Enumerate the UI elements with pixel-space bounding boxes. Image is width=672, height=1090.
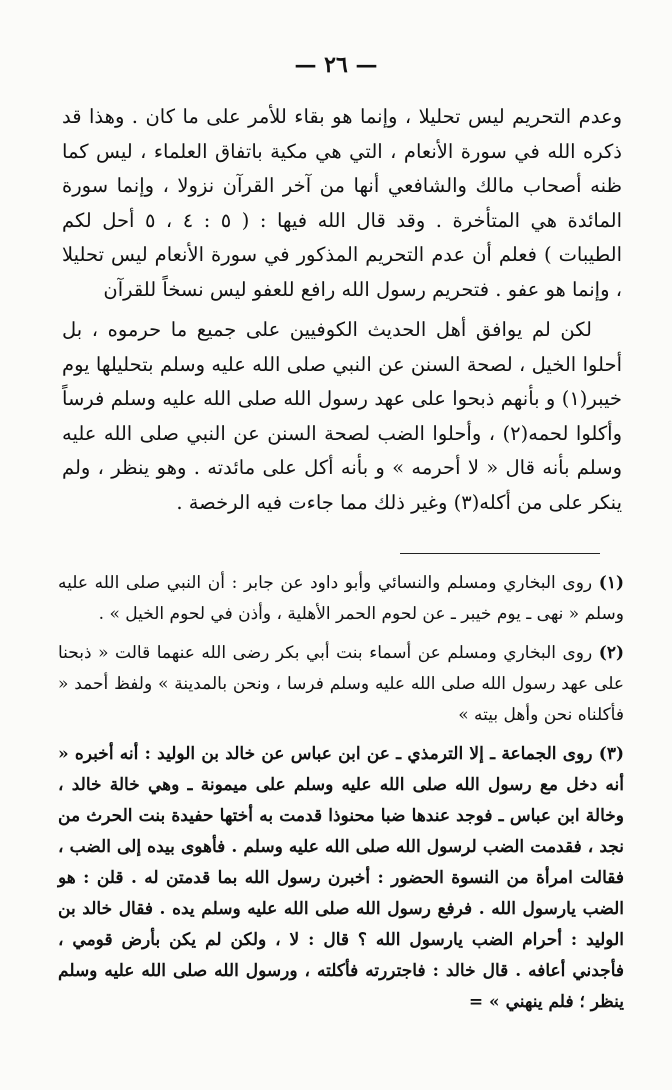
footnote-divider <box>400 553 600 554</box>
footnote-2-text: روى البخاري ومسلم عن أسماء بنت أبي بكر رضى الله عنهما قالت « ذبحنا على عهد رسول الله صلى الله عليه وسلم فرسا ، ونحن بالمدينة » ولفظ أحمد « فأكلناه نحن وأهل بيته » <box>58 643 624 725</box>
footnote-1-text: روى البخاري ومسلم والنسائي وأبو داود عن جابر : أن النبي صلى الله عليه وسلم « نهى ـ يوم خيبر ـ عن لحوم الحمر الأهلية ، وأذن في لحوم الخيل » . <box>58 573 624 624</box>
paragraph-2: لكن لم يوافق أهل الحديث الكوفيين على جميع ما حرموه ، بل أحلوا الخيل ، لصحة السنن عن النبي صلى الله عليه وسلم بتحليلها يوم خيبر(١) و بأنهم ذبحوا على عهد رسول الله صلى الله عليه وسلم فرساً وأكلوا لحمه(٢) ، وأحلوا الضب لصحة السنن عن النبي صلى الله عليه وسلم بأنه قال « لا أحرمه » و بأنه أكل على مائدته . وهو ينظر ، ولم ينكر على من أكله(٣) وغير ذلك مما جاءت فيه الرخصة . <box>62 318 622 514</box>
footnote-3-number: (٣) <box>598 744 624 764</box>
footnote-3-text: روى الجماعة ـ إلا الترمذي ـ عن ابن عباس عن خالد بن الوليد : أنه أخبره « أنه دخل مع رسول الله صلى الله عليه وسلم على ميمونة ـ وهي خالة خالد ، وخالة ابن عباس ـ فوجد عندها ضبا محنوذا قدمت به أختها حفيدة بنت الحرث من نجد ، فقدمت الضب لرسول الله صلى الله عليه وسلم . فأهوى بيده إلى الضب ، فقالت امرأة من النسوة الحضور : أخبرن رسول الله بما قدمتن له . قلن : هو الضب يارسول الله . فرفع رسول الله صلى الله عليه وسلم يده . فقال خالد بن الوليد : أحرام الضب يارسول الله ؟ قال : لا ، ولكن لم يكن بأرض قومي ، فأجدني أعافه . قال خالد : فاجتررته فأكلته ، ورسول الله صلى الله عليه وسلم ينظر ؛ فلم ينهني » = <box>58 744 624 1012</box>
footnote-2-number: (٢) <box>598 643 624 663</box>
footnote-2 <box>58 638 624 731</box>
page-number: — ٢٦ — <box>294 52 378 78</box>
footnote-1-number: (١) <box>598 573 625 593</box>
footnote-3 <box>58 739 624 1018</box>
paragraph-1: وعدم التحريم ليس تحليلا ، وإنما هو بقاء للأمر على ما كان . وهذا قد ذكره الله في سورة الأنعام ، التي هي مكية باتفاق العلماء ، ليس كما ظنه أصحاب مالك والشافعي أنها من آخر القرآن نزولا ، وإنما سورة المائدة هي المتأخرة . وقد قال الله فيها : ( ٥ : ٤ ، ٥ أحل لكم الطيبات ) فعلم أن عدم التحريم المذكور في سورة الأنعام ليس تحليلا ، وإنما هو عفو . فتحريم رسول الله رافع للعفو ليس نسخاً للقرآن <box>62 105 622 301</box>
footnotes <box>58 568 624 1026</box>
main-text <box>62 100 622 520</box>
footnote-1 <box>58 568 624 630</box>
